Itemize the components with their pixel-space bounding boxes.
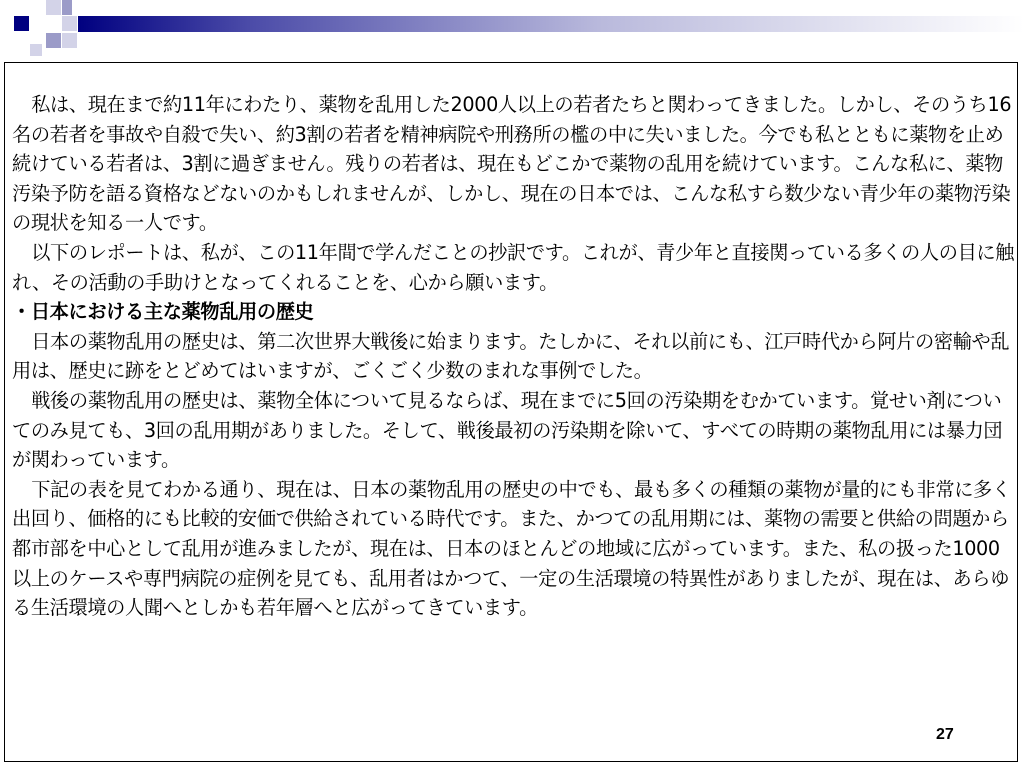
intro-paragraph-2: 以下のレポートは、私が、この11年間で学んだことの抄訳です。これが、青少年と直接関っている多くの人の目に触れ、その活動の手助けとなってくれることを、心から願います。 — [12, 240, 1015, 294]
ornament-square — [62, 33, 77, 48]
section-heading: ・日本における主な薬物乱用の歴史 — [12, 300, 314, 324]
slide-body — [12, 90, 1018, 623]
intro-paragraph-1: 私は、現在まで約11年にわたり、薬物を乱用した2000人以上の若者たちと関わってきました。しかし、そのうち16名の若者を事故や自殺で失い、約3割の若者を精神病院や刑務所の檻の中に失いました。今でも私とともに薬物を止め続けている若者は、3割に過ぎません。残りの若者は、現在もどこかで薬物の乱用を続けています。こんな私に、薬物汚染予防を語る資格などないのかもしれませんが、しかし、現在の日本では、こんな私すら数少ない青少年の薬物汚染の現状を知る一人です。 — [12, 93, 1012, 235]
ornament-square — [62, 16, 77, 31]
ornament-square — [62, 0, 72, 15]
ornament-square — [14, 16, 29, 31]
header-gradient-bar — [78, 16, 1024, 32]
ornament-square — [46, 33, 61, 48]
history-paragraph-3: 下記の表を見てわかる通り、現在は、日本の薬物乱用の歴史の中でも、最も多くの種類の薬物が量的にも非常に多く出回り、価格的にも比較的安価で供給されている時代です。また、かつての乱用期には、薬物の需要と供給の問題から都市部を中心として乱用が進みましたが、現在は、日本のほとんどの地域に広がっています。また、私の扱った1000以上のケースや専門病院の症例を見ても、乱用者はかつて、一定の生活環境の特異性がありましたが、現在は、あらゆる生活環境の人聞へとしかも若年層へと広がってきています。 — [12, 477, 1011, 620]
history-paragraph-1: 日本の薬物乱用の歴史は、第二次世界大戦後に始まります。たしかに、それ以前にも、江戸時代から阿片の密輸や乱用は、歴史に跡をとどめてはいますが、ごくごく少数のまれな事例でした。 — [12, 329, 1010, 383]
ornament-square — [46, 0, 61, 15]
ornament-square — [30, 44, 42, 56]
page-number: 27 — [936, 726, 954, 743]
history-paragraph-2: 戦後の薬物乱用の歴史は、薬物全体について見るならば、現在までに5回の汚染期をむかています。覚せい剤についてのみ見ても、3回の乱用期がありました。そして、戦後最初の汚染期を除いて、すべての時期の薬物乱用には暴力団が関わっています。 — [12, 388, 1003, 472]
